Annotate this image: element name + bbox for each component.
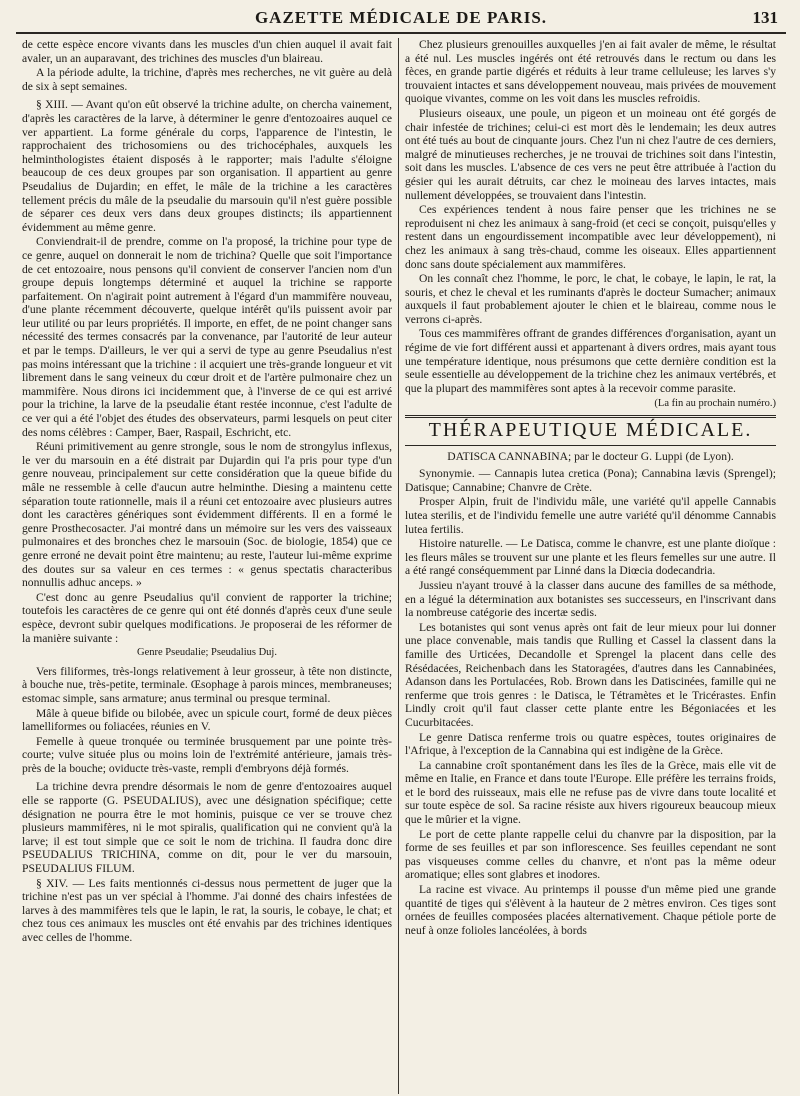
paragraph: Femelle à queue tronquée ou terminée brusquement par une pointe très-courte; vulve située plus ou moins loin de l'extrémité antérieure, jamais très-près de la bouche; oviducte très-vaste, rempli d'embryons déjà formés. <box>22 734 392 775</box>
section-header <box>405 415 776 446</box>
paragraph: Les botanistes qui sont venus après ont fait de leur mieux pour lui donner une place convenable, mais tandis que Rulling et Cassel la classent dans la famille des Urticées, Decandolle et Sprengel la placent dans celle des Résédacées, Reichenbach dans les Statoragées, d'autres dans les Cannabinées, Adanson dans les Portulacées, Rob. Brown dans les Datiscinées, famille qui ne renferme que trois genres : le Datisca, le Tétramètes et le Tricérastes. Enfin Lindly croit qu'il faut classer cette plante entre les Bégoniacées et les Cucurbitacées. <box>405 620 776 729</box>
paragraph: A la période adulte, la trichine, d'après mes recherches, ne vit guère au delà de six à sept semaines. <box>22 66 392 93</box>
left-column <box>16 38 399 1094</box>
paragraph: Le genre Datisca renferme trois ou quatre espèces, toutes originaires de l'Afrique, à l'exception de la Cannabina qui est indigène de la Grèce. <box>405 730 776 758</box>
paragraph: Conviendrait-il de prendre, comme on l'a proposé, la trichine pour type de ce genre, auquel on donnerait le nom de trichina? Quelle que soit l'importance de cet entozoaire, nous pensons qu'il convient de conserver l'ancien nom d'un groupe depuis longtemps déterminé et auquel la trichine se rapporte parfaitement. On n'agirait point autrement à l'égard d'un mammifère nouveau, d'une plante récemment découverte, quelque intérêt qu'ils puissent avoir par leur utilité ou par leurs propriétés. Il importe, en effet, de ne point changer sans nécessité des termes consacrés par la convenance, par l'autorité de leur auteur et par le temps. D'ailleurs, le ver qui a servi de type au genre Pseudalius n'est pas moins intéressant que la trichine : il acquiert une très-grande longueur et vit librement dans le sang veineux du cœur droit et de l'artère pulmonaire chez un mammifère. Nous dirons ici incidemment que, à l'inverse de ce qui est arrivé pour la trichine, la larve de la pseudalie étant restée inconnue, c'est l'adulte de ce ver qui a été l'objet des études des observateurs, parmi lesquels on peut citer des noms célèbres : Camper, Baer, Raspail, Eschricht, etc. <box>22 235 392 439</box>
section-xiii: § XIII. — Avant qu'on eût observé la trichine adulte, on chercha vainement, d'après les caractères de la larve, à déterminer le genre d'entozoaires auquel ce ver appartient. La forme générale du corps, l'apparence de l'intestin, le rapprochaient des trichosomiens ou des trichocéphales, auxquels les helminthologistes étaient disposés à le rapporter; mais l'adulte s'éloigne beaucoup de ces deux groupes par son organisation. Il appartient au genre Pseudalius de Dujardin; en effet, le mâle de la trichine a les caractères tellement précis du mâle de la pseudalie du marsouin qu'il n'est guère possible de séparer ces deux vers dans deux groupes distincts; ils appartiennent évidemment au même genre. <box>22 98 392 234</box>
section-title: THÉRAPEUTIQUE MÉDICALE. <box>428 419 753 442</box>
paragraph: La trichine devra prendre désormais le nom de genre d'entozoaires auquel elle se rapporte (G. PSEUDALIUS), avec une désignation spécifique; cette désignation ne pourra être le mot hominis, puisque ce ver se trouve chez plusieurs mammifères, ni le mot spiralis, qualification qui ne convient qu'à la larve; il est tout simple que ce soit le nom de trichina. Il faudra donc dire PSEUDALIUS TRICHINA, comme on dit, pour le ver du marsouin, PSEUDALIUS FILUM. <box>22 780 392 876</box>
continued-note: (La fin au prochain numéro.) <box>654 398 776 410</box>
paragraph: On les connaît chez l'homme, le porc, le chat, le cobaye, le lapin, le rat, la souris, et chez le cheval et les ruminants d'après le docteur Sumacher; animaux auxquels il faut probablement ajouter le chien et le blaireau, comme nous le verrons ci-après. <box>405 272 776 326</box>
journal-title: GAZETTE MÉDICALE DE PARIS. <box>254 8 548 27</box>
paragraph: Synonymie. — Cannapis lutea cretica (Pona); Cannabina lævis (Sprengel); Datisque; Cannabine; Chanvre de Crète. <box>405 467 776 494</box>
paragraph: Le port de cette plante rappelle celui du chanvre par la disposition, par la forme de ses feuilles et par son inflorescence. Ses feuilles cependant ne sont pas visqueuses comme celles du chanvre, et n'ont pas la même odeur aromatique; elles sont glabres et inodores. <box>405 827 776 882</box>
paragraph: Histoire naturelle. — Le Datisca, comme le chanvre, est une plante dioïque : les fleurs mâles se trouvent sur une plante et les fleurs femelles sur une autre. Il a été rangé conséquemment par Linné dans la Diœcia dodecandria. <box>405 537 776 578</box>
paragraph: La racine est vivace. Au printemps il pousse d'un même pied une grande quantité de tiges qui s'élèvent à la hauteur de 2 mètres environ. Ces tiges sont ornées de feuilles composées placées alternativement. Chaque pétiole porte de neuf à onze folioles lancéolées, à bords <box>405 883 776 937</box>
section-xiv: § XIV. — Les faits mentionnés ci-dessus nous permettent de juger que la trichine n'est pas un ver spécial à l'homme. J'ai donné des chairs infestées de larves à des mammifères tels que le lapin, le rat, la souris, le cobaye, le chat; et chez tous ces animaux les muscles ont été envahis par des trichines identiques avec celles de l'homme. <box>22 876 392 944</box>
paragraph: La cannabine croît spontanément dans les îles de la Grèce, mais elle vit de même en Italie, en France et dans toute l'Europe. Elle préfère les terrains froids, et le bord des ruisseaux, mais elle ne refuse pas de vivre dans toute localité et sur toute espèce de sol. Sa racine résiste aux hivers rigoureux beaucoup mieux que le mûrier et la vigne. <box>405 758 776 827</box>
paragraph: Tous ces mammifères offrant de grandes différences d'organisation, ayant un régime de vie fort différent aussi et appartenant à divers ordres, mais ayant tous une température identique, nous présumons que cette dernière condition est la seule essentielle au développement de la trichine chez les animaux vertébrés, et que la plupart des mammifères sont aptes à la recevoir comme parasite. <box>405 327 776 395</box>
paragraph: Mâle à queue bifide ou bilobée, avec un spicule court, formé de deux pièces lamelliformes ou foliacées, réunies en V. <box>22 706 392 734</box>
right-column <box>399 38 782 1094</box>
paragraph: Jussieu n'ayant trouvé à la classer dans aucune des familles de sa méthode, en a légué la détermination aux botanistes ses successeurs, en l'inscrivant dans la nombreuse catégorie des incertæ sedis. <box>405 578 776 620</box>
paragraph: Chez plusieurs grenouilles auxquelles j'en ai fait avaler de même, le résultat a été nul. Les muscles ingérés ont été retrouvés dans le rectum ou dans les fèces, en grande partie digérés et réduits à leur trame celluleuse; les larves s'y trouvaient intactes et sans développement nouveau, mais privées de mouvement quoique vivantes, comme on les voit dans les muscles refroidis. <box>405 38 776 106</box>
page-number: 131 <box>752 8 778 27</box>
page-header <box>16 0 786 34</box>
paragraph: Plusieurs oiseaux, une poule, un pigeon et un moineau ont été gorgés de chair infestée de trichines; celui-ci est mort dès le lendemain; les deux autres ont été tués au bout de cinquante jours. Chez l'un ni chez l'autre de ces derniers, malgré de minutieuses recherches, je ne trouvai de trichines soit dans l'intestin, soit dans les muscles. L'absence de ces vers ne peut être attribuée à l'action du gésier qui les aurait détruits, car chez le moineau des larves intactes, mais nullement développées, se trouvaient dans l'intestin. <box>405 106 776 202</box>
paragraph: Vers filiformes, très-longs relativement à leur grosseur, à tête non distincte, à bouche nue, très-petite, terminale. Œsophage à parois minces, membraneuses; estomac simple, sans armature; anus terminal ou presque terminal. <box>22 664 392 705</box>
paragraph: de cette espèce encore vivants dans les muscles d'un chien auquel il avait fait avaler, un an auparavant, des trichines des muscles d'un blaireau. <box>22 38 392 65</box>
genus-heading: Genre Pseudalie; Pseudalius Duj. <box>137 647 277 659</box>
paragraph: Ces expériences tendent à nous faire penser que les trichines ne se reproduisent ni chez les animaux à sang-froid (et ceci se conçoit, puisqu'elles y restent dans un engourdissement incompatible avec leur développement), ni chez les animaux à sang très-chaud, comme les oiseaux. Elles appartiennent donc sans doute spécialement aux mammifères. <box>405 203 776 271</box>
columns <box>16 38 786 1094</box>
article-byline: DATISCA CANNABINA; par le docteur G. Luppi (de Lyon). <box>447 449 734 463</box>
paragraph: Réuni primitivement au genre strongle, sous le nom de strongylus inflexus, le ver du marsouin en a été distrait par Dujardin qui l'a pris pour type d'un genre nouveau, principalement sur cette considération que la queue bifide du mâle ne ressemble à celle d'aucun autre helminthe. Diesing a maintenu cette séparation toute rationnelle, mais il a réuni cet entozoaire avec plusieurs autres dont les caractères génériques sont évidemment différents. Il en a formé le genre Prosthecosacter. J'ai montré dans un mémoire sur les vers des vaisseaux pulmonaires et des bronches chez le marsouin (Soc. de biologie, 1854) que ce genre erroné ne devait point être maintenu; au reste, l'auteur lui-même exprime des doutes sur sa valeur en ces termes : « genus spectatis characteribus nonnullis adhuc anceps. » <box>22 440 392 590</box>
paragraph: C'est donc au genre Pseudalius qu'il convient de rapporter la trichine; toutefois les caractères de ce genre qui ont été donnés d'après ceux d'une seule espèce, devront subir quelques modifications. Je proposerai de les réformer de la manière suivante : <box>22 590 392 645</box>
paragraph: Prosper Alpin, fruit de l'individu mâle, une variété qu'il appelle Cannabis lutea sterilis, et de l'individu femelle une autre variété qu'il dénomme Cannabis lutea fertilis. <box>405 495 776 536</box>
